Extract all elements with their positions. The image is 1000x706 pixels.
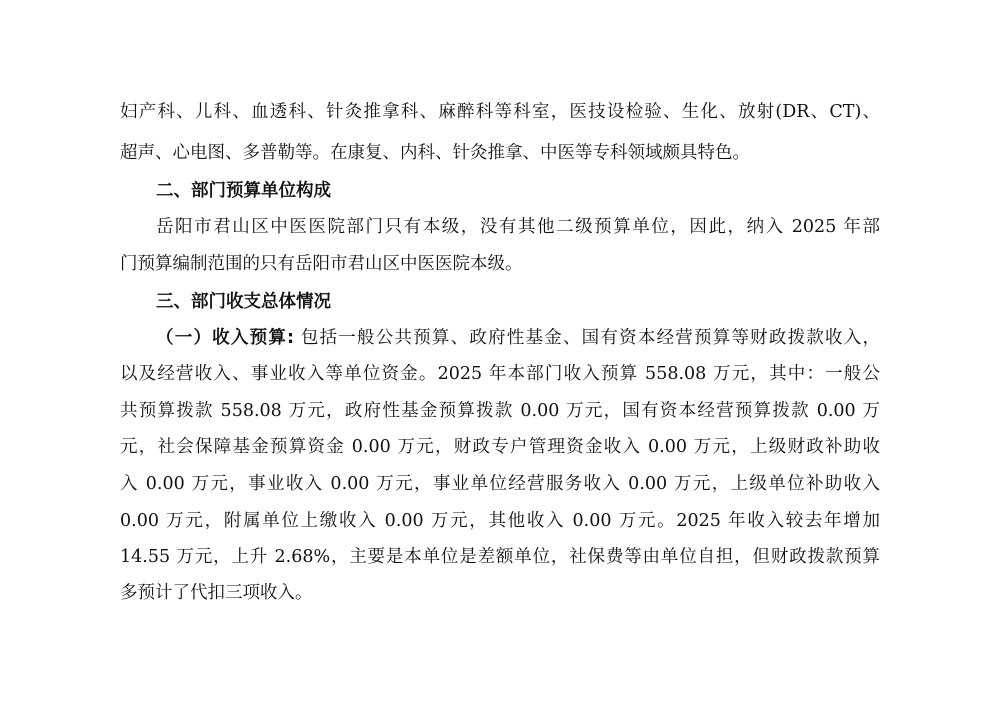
paragraph-line: 超声、心电图、多普勒等。在康复、内科、针灸推拿、中医等专科领域颇具特色。 xyxy=(120,143,750,163)
paragraph-line: 14.55 万元，上升 2.68%，主要是本单位是差额单位，社保费等由单位自担，但财政拨款预算 xyxy=(120,547,880,567)
paragraph-line: 门预算编制范围的只有岳阳市君山区中医医院本级。 xyxy=(120,254,523,274)
paragraph-line: 妇产科、儿科、血透科、针灸推拿科、麻醉科等科室，医技设检验、生化、放射(DR、CT)、 xyxy=(120,102,880,122)
subsection-label: （一）收入预算: xyxy=(156,328,295,348)
paragraph-line: 岳阳市君山区中医医院部门只有本级，没有其他二级预算单位，因此，纳入 2025 年部 xyxy=(156,217,880,237)
paragraph-line: 以及经营收入、事业收入等单位资金。2025 年本部门收入预算 558.08 万元，其中：一般公 xyxy=(120,364,880,384)
paragraph-line xyxy=(156,326,880,350)
section-heading: 三、部门收支总体情况 xyxy=(156,292,331,312)
paragraph-line: 入 0.00 万元，事业收入 0.00 万元，事业单位经营服务收入 0.00 万元，上级单位补助收入 xyxy=(120,474,880,494)
paragraph-line: 共预算拨款 558.08 万元，政府性基金预算拨款 0.00 万元，国有资本经营预算拨款 0.00 万 xyxy=(120,401,880,421)
paragraph-line: 0.00 万元，附属单位上缴收入 0.00 万元，其他收入 0.00 万元。2025 年收入较去年增加 xyxy=(120,511,880,531)
paragraph-line: 元，社会保障基金预算资金 0.00 万元，财政专户管理资金收入 0.00 万元，上级财政补助收 xyxy=(120,437,880,457)
paragraph-line: 多预计了代扣三项收入。 xyxy=(120,583,313,603)
paragraph-text: 包括一般公共预算、政府性基金、国有资本经营预算等财政拨款收入， xyxy=(294,328,880,348)
section-heading: 二、部门预算单位构成 xyxy=(156,181,331,201)
